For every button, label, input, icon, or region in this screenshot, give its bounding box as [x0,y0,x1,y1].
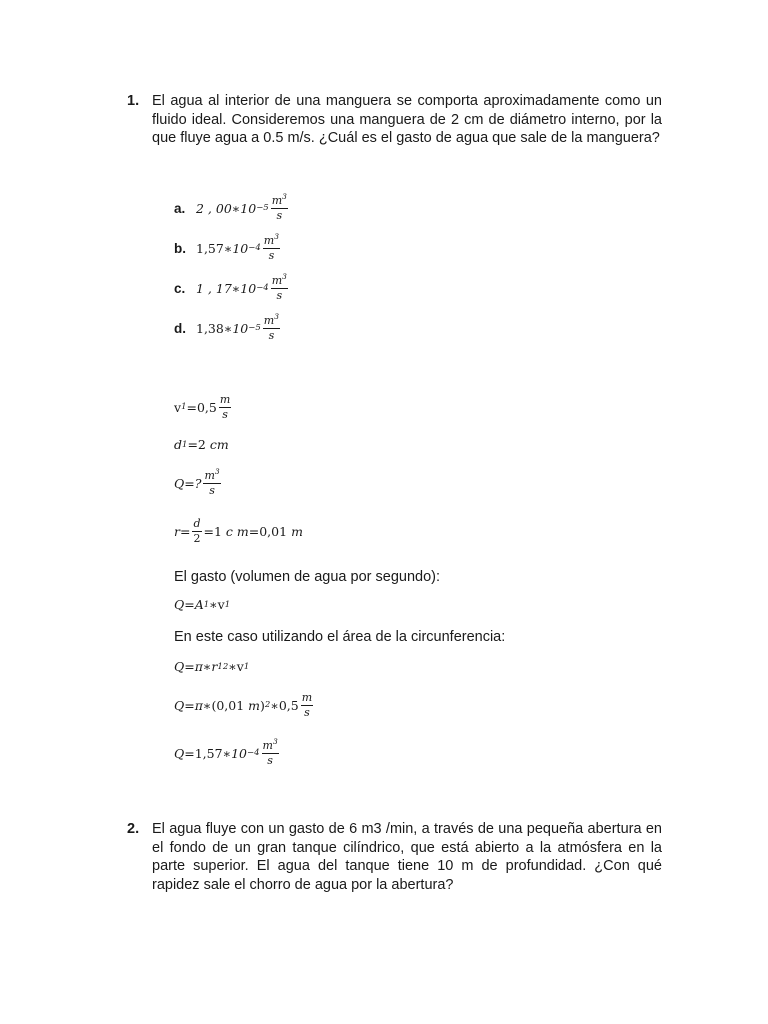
problem-text: El agua fluye con un gasto de 6 m3 /min, a través de una pequeña abertura en el fondo de un gran tanque cilíndrico, que está abierto a la atmósfera en la parte superior. El agua del tanque tiene 10 m de profundidad. ¿Con qué rapidez sale el chorro de agua por la abertura? [152,821,662,893]
option-letter: b. [174,240,186,256]
problem-number: 2. [127,821,140,837]
problem-2 [127,820,662,894]
equation-d1: d 1 = 2 cm [174,437,229,452]
problem-1 [127,92,662,148]
unit-fraction: $\frac{m^3}{s}$ [271,191,287,222]
equation-q-substitution: Q=π∗ ( 0,01 m ) 2 ∗ 0,5 $\frac{m}{s}$ [174,691,313,719]
equation-q-av: Q=A 1 ∗ v 1 [174,597,231,612]
note-area: En este caso utilizando el área de la circunferencia: [174,629,506,645]
option-letter: c. [174,280,186,296]
equation-v1: v 1 = 0,5 $\frac{m}{s}$ [174,393,231,421]
option-value: 1,38 ∗10 −5 $\frac{m^3}{s}$ [196,311,279,342]
equation-radius: r= $\frac{d}{2}$ = 1 c m = 0,01 m [174,517,303,545]
option-b [174,230,282,266]
option-letter: a. [174,200,186,216]
unit-fraction: $\frac{m^3}{s}$ [271,271,287,302]
unit-fraction: $\frac{m^3}{s}$ [263,231,279,262]
note-gasto: El gasto (volumen de agua por segundo): [174,569,441,585]
equation-q-unknown: Q= ? $\frac{m^3}{s}$ [174,467,220,497]
option-d [174,310,282,346]
option-a [174,190,290,226]
unit-fraction: $\frac{m^3}{s}$ [263,311,279,342]
option-letter: d. [174,320,186,336]
option-value: 1 , 17 ∗10 −4 $\frac{m^3}{s}$ [196,271,287,302]
problem-number: 1. [127,93,140,109]
option-c [174,270,290,306]
equation-q-result: Q= 1,57 ∗10 −4 $\frac{m^3}{s}$ [174,737,278,767]
option-value: 2 , 00 ∗10 −5 $\frac{m^3}{s}$ [196,191,287,222]
equation-q-pi-r: Q=π∗r 1 2 ∗ v 1 [174,659,250,674]
problem-text: El agua al interior de una manguera se comporta aproximadamente como un fluido ideal. Consideremos una manguera de 2 cm de diámetro interno, por la que fluye agua a 0.5 m/s. ¿Cuál es el gasto de agua que sale de la manguera? [152,93,662,147]
option-value: 1,57 ∗10 −4 $\frac{m^3}{s}$ [196,231,279,262]
